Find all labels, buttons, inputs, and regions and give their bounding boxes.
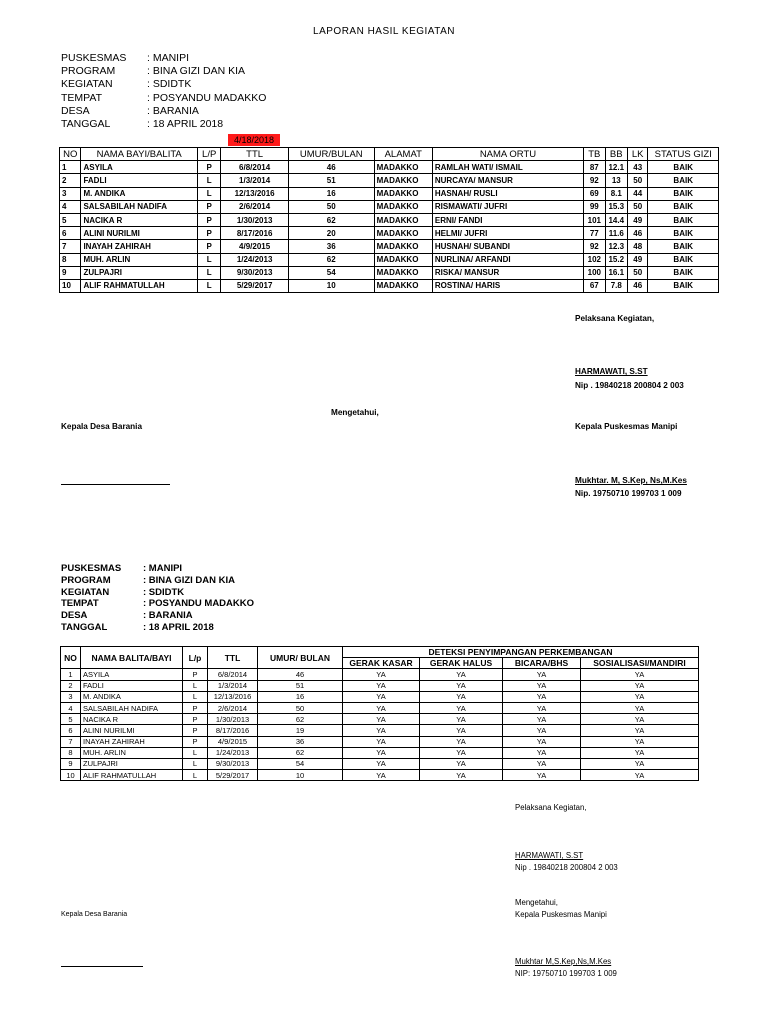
- col-header-nama: NAMA BALITA/BAYI: [81, 647, 183, 669]
- cell-nama: ALIF RAHMATULLAH: [81, 279, 197, 292]
- cell-nama: SALSABILAH NADIFA: [81, 702, 183, 713]
- table-row: [60, 279, 719, 292]
- kepala-puskesmas-name: Mukhtar. M, S.Kep, Ns,M.Kes: [575, 476, 687, 485]
- cell-lp: P: [183, 669, 208, 680]
- col-header-lp: L/p: [183, 647, 208, 669]
- col-header-status-gizi: STATUS GIZI: [648, 148, 719, 161]
- info2-row-kegiatan: KEGIATAN : SDIDTK: [61, 586, 185, 598]
- cell-nama: ASYILA: [81, 669, 183, 680]
- table-row: [61, 758, 699, 769]
- mengetahui-label: Mengetahui,: [331, 408, 379, 417]
- table-row: [60, 266, 719, 279]
- cell-umur: 51: [288, 174, 374, 187]
- development-table: [60, 646, 699, 781]
- col-header-ttl: TTL: [208, 647, 258, 669]
- cell-lp: L: [183, 770, 208, 781]
- cell-nama-ortu: HELMI/ JUFRI: [432, 227, 583, 240]
- col-header-nama-ortu: NAMA ORTU: [432, 148, 583, 161]
- kepala-puskesmas-nip: Nip. 19750710 199703 1 009: [575, 489, 682, 498]
- cell-no: 8: [61, 747, 81, 758]
- cell-status-gizi: BAIK: [648, 174, 719, 187]
- cell-gerak-kasar: YA: [343, 725, 420, 736]
- cell-sosialisasi: YA: [581, 714, 699, 725]
- report1-info-block: [61, 52, 266, 131]
- cell-umur: 36: [258, 736, 343, 747]
- highlight-date-cell: 4/18/2018: [228, 134, 280, 146]
- cell-ttl: 1/3/2014: [221, 174, 288, 187]
- cell-ttl: 6/8/2014: [208, 669, 258, 680]
- cell-gerak-halus: YA: [420, 669, 503, 680]
- table-row: [60, 161, 719, 174]
- cell-ttl: 12/13/2016: [208, 691, 258, 702]
- cell-no: 5: [61, 714, 81, 725]
- pelaksana2-label: Pelaksana Kegiatan,: [515, 803, 587, 812]
- col-header-sosialisasi: SOSIALISASI/MANDIRI: [581, 658, 699, 669]
- growth-table-body: [60, 161, 719, 293]
- cell-tb: 92: [584, 240, 605, 253]
- cell-nama: NACIKA R: [81, 714, 183, 725]
- col-header-no: NO: [61, 647, 81, 669]
- cell-gerak-kasar: YA: [343, 714, 420, 725]
- col-header-lp: L/P: [197, 148, 220, 161]
- cell-umur: 36: [288, 240, 374, 253]
- cell-ttl: 6/8/2014: [221, 161, 288, 174]
- cell-umur: 19: [258, 725, 343, 736]
- cell-sosialisasi: YA: [581, 702, 699, 713]
- cell-no: 6: [61, 725, 81, 736]
- cell-tb: 77: [584, 227, 605, 240]
- cell-lk: 50: [628, 266, 648, 279]
- cell-alamat: MADAKKO: [374, 161, 432, 174]
- cell-lp: P: [183, 736, 208, 747]
- table-row: [61, 770, 699, 781]
- cell-bicara: YA: [503, 669, 581, 680]
- cell-gerak-kasar: YA: [343, 747, 420, 758]
- cell-nama: ASYILA: [81, 161, 197, 174]
- kepala-desa-label: Kepala Desa Barania: [61, 422, 143, 431]
- cell-gerak-halus: YA: [420, 691, 503, 702]
- cell-sosialisasi: YA: [581, 736, 699, 747]
- cell-nama-ortu: HUSNAH/ SUBANDI: [432, 240, 583, 253]
- cell-nama-ortu: RISMAWATI/ JUFRI: [432, 200, 583, 213]
- cell-alamat: MADAKKO: [374, 266, 432, 279]
- cell-lp: P: [197, 200, 220, 213]
- cell-lp: L: [197, 266, 220, 279]
- cell-lp: L: [183, 747, 208, 758]
- cell-lp: L: [197, 174, 220, 187]
- cell-ttl: 5/29/2017: [221, 279, 288, 292]
- kepala-puskesmas2-nip: NIP: 19750710 199703 1 009: [515, 969, 617, 978]
- cell-bb: 12.3: [605, 240, 627, 253]
- table-row: [60, 213, 719, 226]
- cell-lp: L: [183, 680, 208, 691]
- kepala-desa2-label: Kepala Desa Barania: [61, 911, 128, 918]
- cell-nama: ZULPAJRI: [81, 758, 183, 769]
- cell-bb: 14.4: [605, 213, 627, 226]
- cell-no: 1: [60, 161, 81, 174]
- cell-bicara: YA: [503, 747, 581, 758]
- kepala-puskesmas2-label: Kepala Puskesmas Manipi: [515, 910, 607, 919]
- cell-bicara: YA: [503, 714, 581, 725]
- cell-gerak-kasar: YA: [343, 680, 420, 691]
- cell-ttl: 9/30/2013: [221, 266, 288, 279]
- table-row: [61, 714, 699, 725]
- cell-no: 7: [61, 736, 81, 747]
- cell-ttl: 4/9/2015: [208, 736, 258, 747]
- cell-umur: 54: [288, 266, 374, 279]
- cell-status-gizi: BAIK: [648, 161, 719, 174]
- col-header-gerak-kasar: GERAK KASAR: [343, 658, 420, 669]
- cell-nama: ALINI NURILMI: [81, 227, 197, 240]
- cell-lp: L: [197, 279, 220, 292]
- cell-status-gizi: BAIK: [648, 213, 719, 226]
- cell-gerak-kasar: YA: [343, 691, 420, 702]
- cell-ttl: 1/30/2013: [208, 714, 258, 725]
- cell-lp: P: [183, 725, 208, 736]
- cell-gerak-halus: YA: [420, 714, 503, 725]
- development-table-body: [61, 669, 699, 781]
- growth-table: [59, 147, 719, 293]
- cell-sosialisasi: YA: [581, 691, 699, 702]
- cell-lp: L: [197, 253, 220, 266]
- report-title: LAPORAN HASIL KEGIATAN: [313, 26, 455, 37]
- cell-tb: 69: [584, 187, 605, 200]
- cell-bb: 13: [605, 174, 627, 187]
- cell-no: 2: [60, 174, 81, 187]
- cell-bb: 8.1: [605, 187, 627, 200]
- cell-bicara: YA: [503, 680, 581, 691]
- cell-alamat: MADAKKO: [374, 279, 432, 292]
- cell-tb: 100: [584, 266, 605, 279]
- cell-umur: 46: [288, 161, 374, 174]
- cell-umur: 16: [258, 691, 343, 702]
- info2-row-puskesmas: PUSKESMAS : MANIPI: [61, 563, 183, 574]
- cell-lk: 48: [628, 240, 648, 253]
- cell-nama-ortu: RISKA/ MANSUR: [432, 266, 583, 279]
- cell-gerak-halus: YA: [420, 702, 503, 713]
- cell-no: 8: [60, 253, 81, 266]
- cell-alamat: MADAKKO: [374, 187, 432, 200]
- col-header-tb: TB: [584, 148, 605, 161]
- cell-bb: 11.6: [605, 227, 627, 240]
- cell-no: 1: [61, 669, 81, 680]
- cell-no: 5: [60, 213, 81, 226]
- pelaksana-nip: Nip . 19840218 200804 2 003: [575, 381, 684, 390]
- cell-nama: MUH. ARLIN: [81, 253, 197, 266]
- col-header-umur: UMUR/ BULAN: [258, 647, 343, 669]
- cell-gerak-kasar: YA: [343, 669, 420, 680]
- cell-no: 6: [60, 227, 81, 240]
- cell-lp: P: [197, 240, 220, 253]
- table-row: [60, 240, 719, 253]
- group-header-deteksi: DETEKSI PENYIMPANGAN PERKEMBANGAN: [343, 647, 699, 658]
- growth-table-header: [60, 148, 719, 161]
- cell-alamat: MADAKKO: [374, 200, 432, 213]
- cell-nama: M. ANDIKA: [81, 691, 183, 702]
- pelaksana2-name: HARMAWATI, S.ST: [515, 851, 584, 860]
- cell-umur: 62: [258, 747, 343, 758]
- cell-nama-ortu: ROSTINA/ HARIS: [432, 279, 583, 292]
- cell-lk: 46: [628, 279, 648, 292]
- cell-umur: 20: [288, 227, 374, 240]
- cell-lp: P: [197, 227, 220, 240]
- info2-row-program: PROGRAM : BINA GIZI DAN KIA: [61, 574, 236, 586]
- cell-no: 3: [60, 187, 81, 200]
- cell-ttl: 1/24/2013: [208, 747, 258, 758]
- table-row: [61, 725, 699, 736]
- cell-nama-ortu: HASNAH/ RUSLI: [432, 187, 583, 200]
- mengetahui2-label: Mengetahui,: [515, 898, 558, 907]
- cell-nama: FADLI: [81, 174, 197, 187]
- cell-ttl: 8/17/2016: [221, 227, 288, 240]
- cell-lp: L: [183, 758, 208, 769]
- cell-alamat: MADAKKO: [374, 174, 432, 187]
- cell-no: 4: [60, 200, 81, 213]
- cell-lk: 49: [628, 213, 648, 226]
- cell-ttl: 8/17/2016: [208, 725, 258, 736]
- cell-ttl: 1/3/2014: [208, 680, 258, 691]
- cell-bb: 12.1: [605, 161, 627, 174]
- cell-no: 7: [60, 240, 81, 253]
- table-row: [60, 187, 719, 200]
- cell-status-gizi: BAIK: [648, 266, 719, 279]
- cell-lp: L: [197, 187, 220, 200]
- cell-tb: 101: [584, 213, 605, 226]
- cell-umur: 16: [288, 187, 374, 200]
- cell-bb: 16.1: [605, 266, 627, 279]
- cell-gerak-halus: YA: [420, 770, 503, 781]
- info-row-program: PROGRAM : BINA GIZI DAN KIA: [61, 65, 246, 78]
- cell-nama: M. ANDIKA: [81, 187, 197, 200]
- cell-tb: 92: [584, 174, 605, 187]
- cell-alamat: MADAKKO: [374, 240, 432, 253]
- cell-ttl: 1/24/2013: [221, 253, 288, 266]
- cell-tb: 99: [584, 200, 605, 213]
- cell-umur: 62: [258, 714, 343, 725]
- col-header-lk: LK: [628, 148, 648, 161]
- info2-row-desa: DESA : BARANIA: [61, 610, 193, 622]
- cell-gerak-halus: YA: [420, 736, 503, 747]
- cell-umur: 10: [288, 279, 374, 292]
- kepala-puskesmas-label: Kepala Puskesmas Manipi: [575, 422, 678, 431]
- info2-row-tempat: TEMPAT : POSYANDU MADAKKO: [61, 598, 255, 610]
- cell-tb: 102: [584, 253, 605, 266]
- cell-nama: ALINI NURILMI: [81, 725, 183, 736]
- cell-alamat: MADAKKO: [374, 213, 432, 226]
- cell-sosialisasi: YA: [581, 680, 699, 691]
- cell-lk: 44: [628, 187, 648, 200]
- pelaksana2-nip: Nip . 19840218 200804 2 003: [515, 863, 618, 872]
- cell-lp: L: [183, 691, 208, 702]
- table-row: [61, 680, 699, 691]
- cell-gerak-kasar: YA: [343, 758, 420, 769]
- cell-ttl: 2/6/2014: [208, 702, 258, 713]
- info-row-puskesmas: PUSKESMAS : MANIPI: [61, 52, 190, 64]
- cell-no: 4: [61, 702, 81, 713]
- cell-sosialisasi: YA: [581, 770, 699, 781]
- info-row-desa: DESA : BARANIA: [61, 104, 199, 117]
- cell-gerak-kasar: YA: [343, 702, 420, 713]
- cell-no: 3: [61, 691, 81, 702]
- cell-bicara: YA: [503, 736, 581, 747]
- cell-nama: FADLI: [81, 680, 183, 691]
- col-header-ttl: TTL: [221, 148, 288, 161]
- cell-umur: 46: [258, 669, 343, 680]
- cell-bb: 7.8: [605, 279, 627, 292]
- col-header-no: NO: [60, 148, 81, 161]
- table-row: [61, 669, 699, 680]
- pelaksana-name: HARMAWATI, S.ST: [575, 367, 648, 376]
- cell-nama: ALIF RAHMATULLAH: [81, 770, 183, 781]
- cell-lk: 46: [628, 227, 648, 240]
- cell-umur: 10: [258, 770, 343, 781]
- cell-no: 9: [60, 266, 81, 279]
- info-row-kegiatan: KEGIATAN : SDIDTK: [61, 78, 192, 91]
- cell-status-gizi: BAIK: [648, 279, 719, 292]
- cell-no: 9: [61, 758, 81, 769]
- cell-gerak-halus: YA: [420, 747, 503, 758]
- cell-nama: INAYAH ZAHIRAH: [81, 240, 197, 253]
- cell-lk: 43: [628, 161, 648, 174]
- cell-gerak-halus: YA: [420, 680, 503, 691]
- cell-bicara: YA: [503, 758, 581, 769]
- info-row-tanggal: TANGGAL : 18 APRIL 2018: [61, 118, 224, 131]
- cell-ttl: 12/13/2016: [221, 187, 288, 200]
- kepala-puskesmas2-name: Mukhtar M,S.Kep,Ns,M.Kes: [515, 957, 612, 966]
- cell-nama: SALSABILAH NADIFA: [81, 200, 197, 213]
- cell-status-gizi: BAIK: [648, 187, 719, 200]
- cell-lp: P: [183, 702, 208, 713]
- cell-sosialisasi: YA: [581, 747, 699, 758]
- cell-bb: 15.3: [605, 200, 627, 213]
- col-header-bicara: BICARA/BHS: [503, 658, 581, 669]
- cell-gerak-halus: YA: [420, 758, 503, 769]
- cell-sosialisasi: YA: [581, 725, 699, 736]
- table-row: [61, 702, 699, 713]
- cell-lp: P: [197, 161, 220, 174]
- cell-status-gizi: BAIK: [648, 200, 719, 213]
- cell-alamat: MADAKKO: [374, 227, 432, 240]
- info-row-tempat: TEMPAT : POSYANDU MADAKKO: [61, 91, 267, 104]
- cell-lk: 50: [628, 174, 648, 187]
- cell-gerak-halus: YA: [420, 725, 503, 736]
- cell-sosialisasi: YA: [581, 758, 699, 769]
- col-header-alamat: ALAMAT: [374, 148, 432, 161]
- cell-lp: P: [183, 714, 208, 725]
- cell-nama-ortu: ERNI/ FANDI: [432, 213, 583, 226]
- cell-umur: 62: [288, 253, 374, 266]
- cell-ttl: 5/29/2017: [208, 770, 258, 781]
- cell-status-gizi: BAIK: [648, 227, 719, 240]
- pelaksana-label: Pelaksana Kegiatan,: [575, 314, 655, 323]
- cell-nama: MUH. ARLIN: [81, 747, 183, 758]
- cell-no: 2: [61, 680, 81, 691]
- info2-row-tanggal: TANGGAL : 18 APRIL 2018: [61, 621, 214, 633]
- kepala-desa-signature-line: [61, 484, 170, 485]
- cell-ttl: 1/30/2013: [221, 213, 288, 226]
- cell-status-gizi: BAIK: [648, 240, 719, 253]
- col-header-nama: NAMA BAYI/BALITA: [81, 148, 197, 161]
- cell-gerak-kasar: YA: [343, 770, 420, 781]
- cell-tb: 87: [584, 161, 605, 174]
- cell-status-gizi: BAIK: [648, 253, 719, 266]
- cell-lk: 50: [628, 200, 648, 213]
- table-row: [60, 227, 719, 240]
- cell-gerak-kasar: YA: [343, 736, 420, 747]
- cell-nama-ortu: RAMLAH WATI/ ISMAIL: [432, 161, 583, 174]
- cell-umur: 50: [288, 200, 374, 213]
- table-row: [60, 174, 719, 187]
- cell-alamat: MADAKKO: [374, 253, 432, 266]
- cell-bicara: YA: [503, 725, 581, 736]
- table-row: [61, 691, 699, 702]
- cell-ttl: 4/9/2015: [221, 240, 288, 253]
- col-header-bb: BB: [605, 148, 627, 161]
- cell-umur: 51: [258, 680, 343, 691]
- cell-nama-ortu: NURLINA/ ARFANDI: [432, 253, 583, 266]
- kepala-desa2-signature-line: [61, 966, 143, 967]
- development-table-header-top: [61, 647, 699, 658]
- cell-umur: 62: [288, 213, 374, 226]
- cell-sosialisasi: YA: [581, 669, 699, 680]
- cell-nama: NACIKA R: [81, 213, 197, 226]
- table-row: [60, 253, 719, 266]
- col-header-umur: UMUR/BULAN: [288, 148, 374, 161]
- cell-bicara: YA: [503, 702, 581, 713]
- table-row: [61, 736, 699, 747]
- cell-bb: 15.2: [605, 253, 627, 266]
- cell-nama: ZULPAJRI: [81, 266, 197, 279]
- cell-lp: P: [197, 213, 220, 226]
- cell-ttl: 2/6/2014: [221, 200, 288, 213]
- cell-bicara: YA: [503, 691, 581, 702]
- col-header-gerak-halus: GERAK HALUS: [420, 658, 503, 669]
- cell-no: 10: [60, 279, 81, 292]
- table-row: [60, 200, 719, 213]
- cell-umur: 50: [258, 702, 343, 713]
- cell-lk: 49: [628, 253, 648, 266]
- table-row: [61, 747, 699, 758]
- cell-bicara: YA: [503, 770, 581, 781]
- cell-umur: 54: [258, 758, 343, 769]
- report2-info-block: [61, 563, 254, 634]
- cell-no: 10: [61, 770, 81, 781]
- cell-tb: 67: [584, 279, 605, 292]
- cell-nama-ortu: NURCAYA/ MANSUR: [432, 174, 583, 187]
- cell-nama: INAYAH ZAHIRAH: [81, 736, 183, 747]
- cell-ttl: 9/30/2013: [208, 758, 258, 769]
